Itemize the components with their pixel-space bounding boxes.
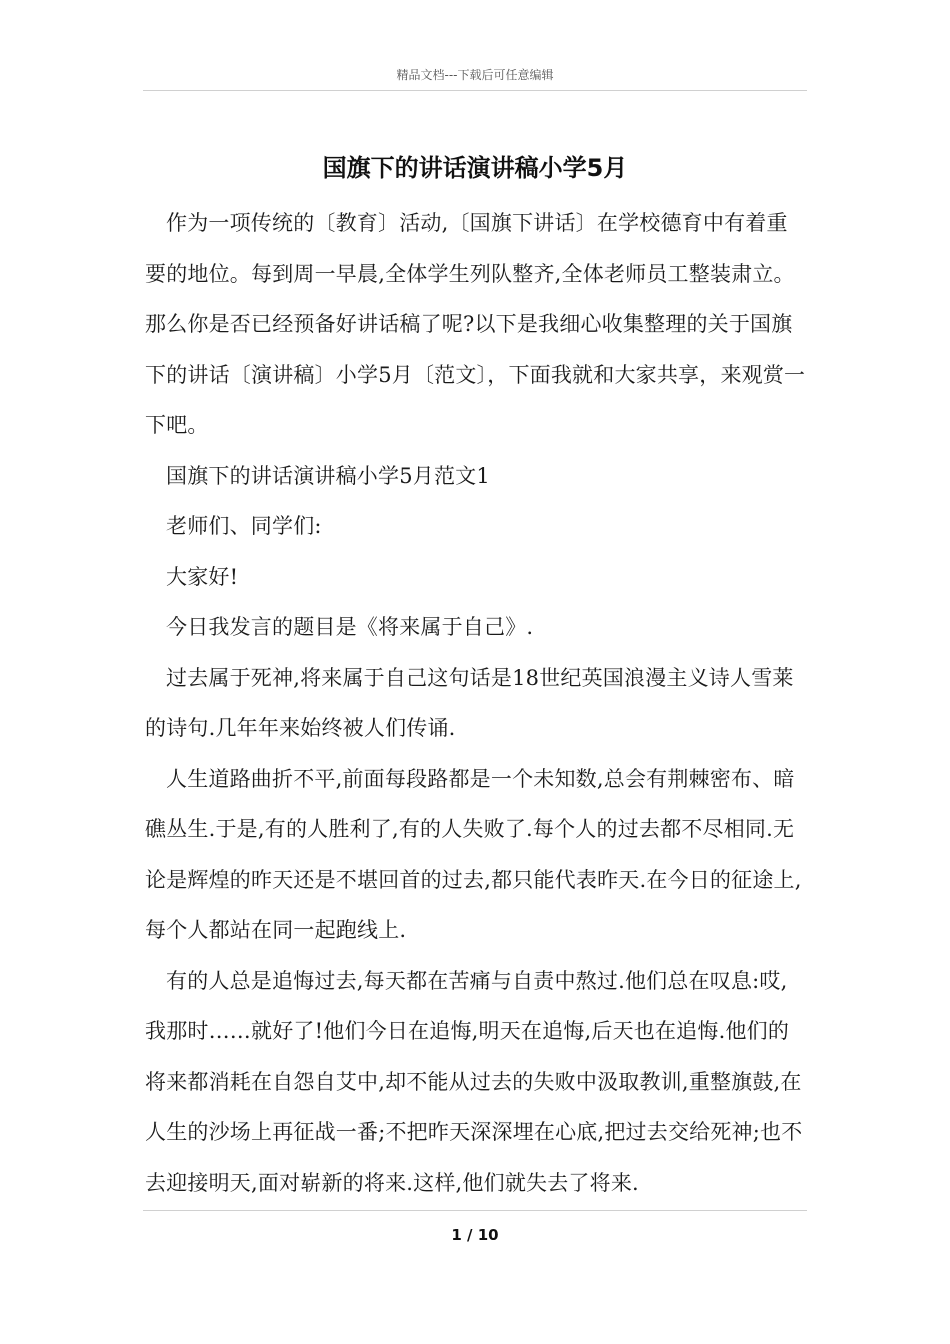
paragraph-greeting: 大家好! (166, 564, 239, 589)
paragraph-regret: 有的人总是追悔过去,每天都在苦痛与自责中熬过.他们总在叹息:哎,我那时……就好了!他们今日在追悔,明天在追悔,后天也在追悔.他们的将来都消耗在自怨自艾中,却不能从过去的失败中汲取教训,重整旗鼓,在人生的沙场上再征战一番;不把昨天深深埋在心底,把过去交给死神;也不去迎接明天,面对崭新的将来.这样,他们就失去了将来. (145, 968, 803, 1195)
paragraph-intro: 作为一项传统的〔教育〕活动,〔国旗下讲话〕在学校德育中有着重要的地位。每到周一早晨,全体学生列队整齐,全体老师员工整装肃立。那么你是否已经预备好讲话稿了呢?以下是我细心收集整理的关于国旗下的讲话〔演讲稿〕小学5月〔范文〕，下面我就和大家共享，来观赏一下吧。 (145, 211, 806, 437)
paragraph-salutation: 老师们、同学们: (166, 514, 322, 538)
paragraph-quote: 过去属于死神,将来属于自己这句话是18世纪英国浪漫主义诗人雪莱的诗句.几年年来始终被人们传诵. (145, 665, 794, 740)
paragraph-subtitle: 国旗下的讲话演讲稿小学5月范文1 (166, 463, 490, 488)
paragraph-life-road: 人生道路曲折不平,前面每段路都是一个未知数,总会有荆棘密布、暗礁丛生.于是,有的人胜利了,有的人失败了.每个人的过去都不尽相同.无论是辉煌的昨天还是不堪回首的过去,都只能代表昨天.在今日的征途上,每个人都站在同一起跑线上. (145, 766, 802, 942)
document-body (145, 198, 807, 1208)
paragraph-topic: 今日我发言的题目是《将来属于自己》. (166, 615, 534, 639)
header-note: 精品文档---下载后可任意编辑 (396, 68, 554, 82)
page-number: 1 / 10 (451, 1226, 499, 1244)
header-divider (143, 90, 807, 91)
footer-divider (143, 1210, 807, 1211)
document-title: 国旗下的讲话演讲稿小学5月 (322, 154, 628, 182)
